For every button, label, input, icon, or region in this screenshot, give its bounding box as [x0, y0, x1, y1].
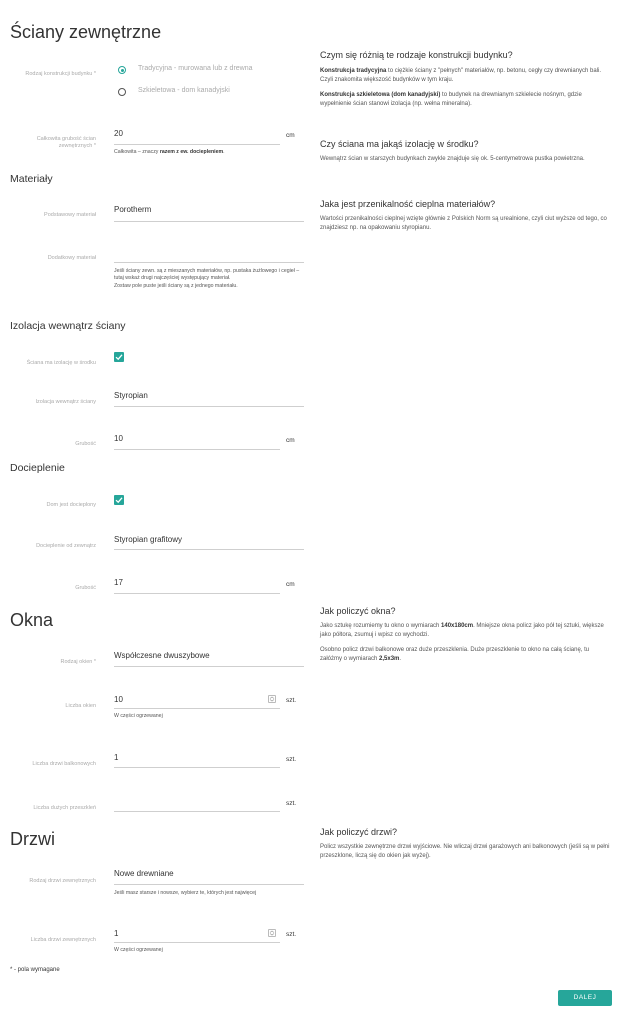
help-bold: Konstrukcja szkieletowa (dom kanadyjski) [320, 92, 441, 98]
radio-label-traditional: Tradycyjna - murowana lub z drewna [138, 65, 253, 72]
section-title-insulation: Izolacja wewnątrz ściany [10, 320, 126, 332]
next-button[interactable]: DALEJ [558, 990, 612, 1006]
section-title-doors: Drzwi [10, 829, 55, 849]
extra-material-underline [114, 262, 304, 263]
wall-thickness-label: Całkowita grubość ścian zewnętrznych * [36, 136, 96, 149]
big-glazing-label: Liczba dużych przeszkleń [33, 805, 96, 811]
help-title: Czym się różnią te rodzaje konstrukcji budynku? [320, 50, 513, 60]
insulation-type-underline [114, 406, 304, 407]
spinner-arrows-icon [269, 696, 275, 702]
help-title: Jak policzyć drzwi? [320, 827, 398, 837]
help-text: to budynek na drewnianym szkielecie nośnym, gdzie wypełnienie ścian stanowi izolacja (np. wełna mineralna). [320, 92, 582, 107]
door-count-unit: szt. [286, 931, 297, 938]
radio-option-frame[interactable] [118, 87, 298, 99]
help-paragraph [320, 91, 610, 109]
warming-checkbox[interactable] [114, 495, 124, 505]
door-type-underline [114, 884, 304, 885]
warming-thickness-underline [114, 593, 280, 594]
help-text: . Mniejsze okna policz jako pół tej sztuki, większe jako półtora, zsumuj i wpisz co wychodzi. [320, 623, 604, 638]
window-type-select[interactable]: Współczesne dwuszybowe [114, 651, 210, 660]
spinner-arrows-icon [269, 930, 275, 936]
extra-material-label: Dodatkowy materiał [47, 255, 96, 261]
radio-unchecked-icon [118, 88, 126, 96]
window-type-label: Rodzaj okien * [60, 659, 96, 665]
radio-option-traditional[interactable] [118, 65, 298, 77]
base-material-label: Podstawowy materiał [44, 212, 96, 218]
wall-thickness-underline [114, 144, 280, 145]
wall-thickness-hint [114, 149, 225, 156]
balcony-count-underline [114, 767, 280, 768]
door-count-underline [114, 942, 280, 943]
help-text: Wewnątrz ścian w starszych budynkach zwykle znajduje się ok. 5-centymetrowa pustka powietrzna. [320, 156, 585, 162]
checkmark-icon [115, 353, 123, 361]
insulation-checkbox[interactable] [114, 352, 124, 362]
insulation-has-label: Ściana ma izolację w środku [26, 360, 96, 366]
window-count-hint: W części ogrzewanej [114, 713, 163, 719]
big-glazing-underline [114, 811, 280, 812]
extra-material-hint [114, 268, 304, 290]
door-type-select[interactable]: Nowe drewniane [114, 869, 174, 878]
help-bold: 2,5x3m [379, 656, 400, 662]
door-count-hint: W części ogrzewanej [114, 947, 163, 953]
extra-material-input[interactable] [114, 250, 304, 260]
help-text: Jako sztukę rozumiemy tu okno o wymiarach [320, 623, 442, 629]
hint-text: Całkowita – znaczy [114, 149, 160, 155]
help-paragraph [320, 622, 610, 640]
door-type-hint: Jeśli masz starsze i nowsze, wybierz te, których jest najwięcej [114, 890, 257, 896]
warming-type-label: Docieplenie od zewnątrz [36, 543, 96, 549]
help-insulation [320, 139, 610, 164]
help-title: Jak policzyć okna? [320, 606, 396, 616]
help-doors [320, 827, 610, 861]
hint-text-end: . [223, 149, 225, 155]
warming-type-underline [114, 549, 304, 550]
door-type-label: Rodzaj drzwi zewnętrznych [29, 878, 96, 884]
door-count-input[interactable]: 1 [114, 929, 119, 938]
warming-thickness-unit: cm [286, 581, 295, 588]
window-count-label: Liczba okien [65, 703, 96, 709]
window-count-input[interactable]: 10 [114, 695, 123, 704]
help-text: to ciężkie ściany z "pełnych" materiałów, np. betonu, cegły czy drewnianych bali. Czyli znakomita większość budynków w tym kraju. [320, 68, 602, 83]
insulation-thickness-label: Grubość [75, 441, 96, 447]
big-glazing-unit: szt. [286, 800, 297, 807]
help-paragraph [320, 67, 610, 85]
section-title-walls: Ściany zewnętrzne [10, 22, 162, 42]
section-title-materials: Materiały [10, 173, 53, 185]
wall-thickness-unit: cm [286, 132, 295, 139]
warming-has-label: Dom jest docieplony [46, 502, 96, 508]
door-count-spinner[interactable] [268, 929, 276, 937]
extra-material-hint-2: Zostaw pole puste jeśli ściany są z jednego materiału. [114, 282, 238, 289]
help-construction [320, 50, 610, 109]
help-text: Wartości przenikalności cieplnej wzięte głównie z Polskich Norm są urealnione, czyli ciut wyższe od tego, co znajdziesz np. na opakowaniu styropianu. [320, 216, 607, 231]
insulation-thickness-unit: cm [286, 437, 295, 444]
wall-thickness-input[interactable]: 20 [114, 129, 123, 138]
window-type-underline [114, 666, 304, 667]
insulation-thickness-input[interactable]: 10 [114, 434, 123, 443]
help-conductivity [320, 199, 610, 233]
window-count-underline [114, 708, 280, 709]
section-title-warming: Docieplenie [10, 462, 65, 474]
door-count-label: Liczba drzwi zewnętrznych [30, 937, 96, 943]
help-text: Policz wszystkie zewnętrzne drzwi wyjściowe. Nie wliczaj drzwi garażowych ani balkonowych (jeśli są w pełni przeszklone, liczą się do okien jak wyżej). [320, 844, 610, 859]
base-material-input[interactable]: Porotherm [114, 205, 152, 214]
help-bold: Konstrukcja tradycyjna [320, 68, 387, 74]
help-text: . [399, 656, 402, 662]
insulation-type-select[interactable]: Styropian [114, 391, 148, 400]
radio-label-frame: Szkieletowa - dom kanadyjski [138, 87, 230, 94]
help-windows [320, 606, 610, 664]
help-text: Osobno policz drzwi balkonowe oraz duże przeszklenia. Duże przeszklenie to okno na całą ścianę, tu załóżmy o wymiarach [320, 647, 590, 662]
help-paragraph [320, 646, 610, 664]
window-count-spinner[interactable] [268, 695, 276, 703]
balcony-count-input[interactable]: 1 [114, 753, 119, 762]
help-title: Czy ściana ma jakąś izolację w środku? [320, 139, 479, 149]
warming-thickness-input[interactable]: 17 [114, 578, 123, 587]
warming-type-select[interactable]: Styropian grafitowy [114, 535, 183, 544]
radio-checked-icon [118, 66, 126, 74]
section-title-windows: Okna [10, 610, 54, 630]
warming-thickness-label: Grubość [75, 585, 96, 591]
required-note: * - pola wymagane [10, 967, 60, 973]
hint-bold: razem z ew. dociepleniem [159, 149, 224, 155]
help-bold: 140x180cm [441, 623, 474, 629]
insulation-thickness-underline [114, 449, 280, 450]
base-material-underline [114, 221, 304, 222]
balcony-count-label: Liczba drzwi balkonowych [32, 761, 96, 767]
insulation-type-label: Izolacja wewnątrz ściany [35, 399, 96, 405]
checkmark-icon [115, 496, 123, 504]
construction-label: Rodzaj konstrukcji budynku * [25, 71, 96, 77]
window-count-unit: szt. [286, 697, 297, 704]
help-title: Jaka jest przenikalność cieplna materiałów? [320, 199, 496, 209]
extra-material-hint-1: Jeśli ściany zewn. są z mieszanych materiałów, np. pustaka żużlowego i cegieł – tutaj wskaż drugi najczęściej występujący materiał. [114, 268, 300, 282]
big-glazing-input[interactable] [114, 798, 280, 808]
balcony-count-unit: szt. [286, 756, 297, 763]
